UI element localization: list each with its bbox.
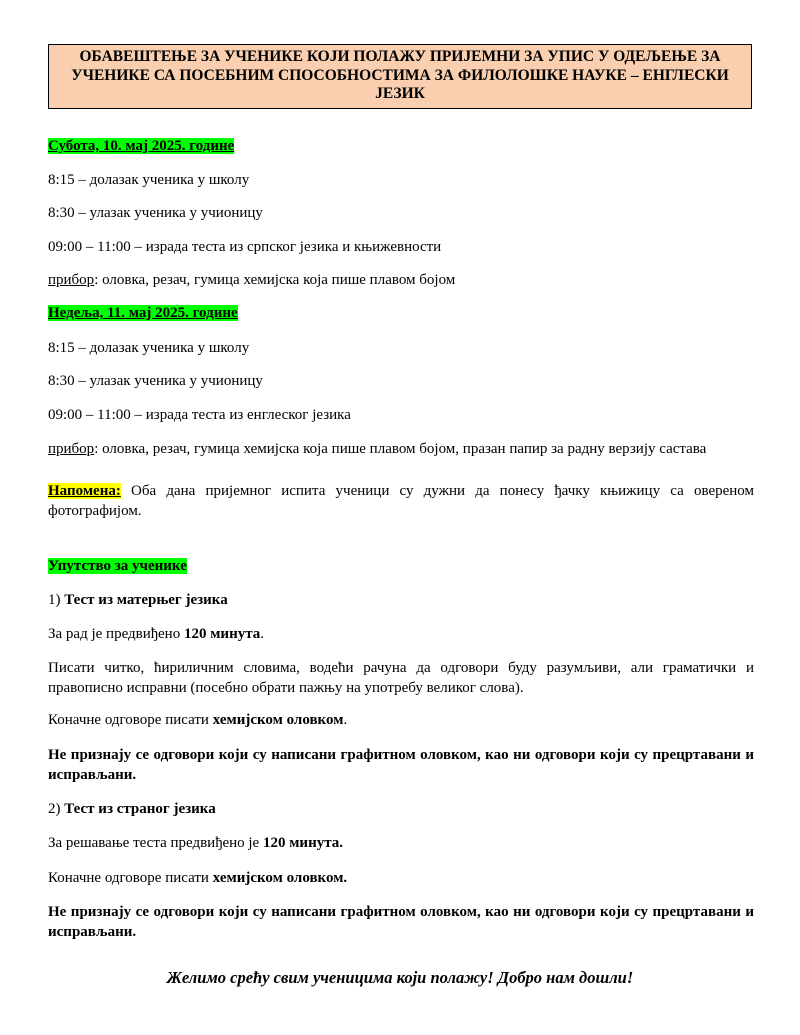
test1-warning: Не признају се одговори који су написани графитном оловком, као ни одговори који су прецртавани и исправљани. <box>48 747 754 783</box>
day2-arrival: 8:15 – долазак ученика у школу <box>48 340 250 356</box>
day1-heading-row <box>48 136 754 156</box>
test1-number: 1) <box>48 592 65 608</box>
instructions-heading-row <box>48 556 754 576</box>
day2-test: 09:00 – 11:00 – израда теста из енглеског језика <box>48 407 351 423</box>
day1-arrival: 8:15 – долазак ученика у школу <box>48 172 250 188</box>
test2-title: Тест из страног језика <box>64 801 216 817</box>
day2-supplies-label: прибор <box>48 441 95 457</box>
test1-writing-instructions: Писати читко, ћириличним словима, водећи рачуна да одговори буду разумљиви, али граматички и правописно исправни (посебно обрати пажњу на употребу великог слова). <box>48 660 754 696</box>
title-line-3: ЈЕЗИК <box>375 85 425 102</box>
title-line-1: ОБАВЕШТЕЊЕ ЗА УЧЕНИКЕ КОЈИ ПОЛАЖУ ПРИЈЕМНИ ЗА УПИС У ОДЕЉЕЊЕ ЗА <box>79 48 721 65</box>
note-label: Напомена: <box>48 483 121 499</box>
note-paragraph <box>48 481 754 521</box>
test1-time <box>48 624 754 644</box>
test1-pen-post: . <box>343 712 348 728</box>
day1-heading: Субота, 10. мај 2025. године <box>48 138 235 154</box>
test1-time-value: 120 минута <box>183 626 261 642</box>
day1-test: 09:00 – 11:00 – израда теста из српског језика и књижевности <box>48 239 442 255</box>
test1-pen-bold: хемијском оловком <box>212 712 344 728</box>
test1-title-row <box>48 590 754 610</box>
test2-time <box>48 833 754 853</box>
test2-number: 2) <box>48 801 65 817</box>
test1-time-post: . <box>260 626 265 642</box>
day2-supplies <box>48 439 754 459</box>
day2-heading-row <box>48 303 754 323</box>
test1-time-pre: За рад је предвиђено <box>48 626 184 642</box>
test2-pen <box>48 868 754 888</box>
closing-message: Желимо срећу свим ученицима који полажу! Добро нам дошли! <box>166 968 634 987</box>
test1-pen-pre: Коначне одговоре писати <box>48 712 213 728</box>
day2-supplies-text: : оловка, резач, гумица хемијска која пише плавом бојом, празан папир за радну верзију састава <box>94 441 707 457</box>
test1-pen <box>48 710 754 730</box>
day2-entry: 8:30 – улазак ученика у учионицу <box>48 373 263 389</box>
test2-time-value: 120 минута. <box>262 835 344 851</box>
test1-title: Тест из матерњег језика <box>64 592 228 608</box>
day1-supplies-text: : оловка, резач, гумица хемијска која пише плавом бојом <box>94 272 456 288</box>
test2-warning: Не признају се одговори који су написани графитном оловком, као ни одговори који су прецртавани и исправљани. <box>48 904 754 940</box>
test2-pen-bold: хемијском оловком. <box>212 870 348 886</box>
day1-entry: 8:30 – улазак ученика у учионицу <box>48 205 263 221</box>
day1-supplies <box>48 270 754 290</box>
instructions-heading: Упутство за ученике <box>48 558 187 574</box>
day1-supplies-label: прибор <box>48 272 95 288</box>
test2-pen-pre: Коначне одговоре писати <box>48 870 213 886</box>
note-text: Оба дана пријемног испита ученици су дужни да понесу ђачку књижицу са овереном фотографијом. <box>48 483 754 519</box>
title-line-2: УЧЕНИКЕ СА ПОСЕБНИМ СПОСОБНОСТИМА ЗА ФИЛОЛОШКЕ НАУКЕ – ЕНГЛЕСКИ <box>71 66 729 84</box>
test2-title-row <box>48 799 754 819</box>
notice-title-box <box>48 44 752 109</box>
test2-time-pre: За решавање теста предвиђено је <box>48 835 263 851</box>
day2-heading: Недеља, 11. мај 2025. године <box>48 305 238 321</box>
